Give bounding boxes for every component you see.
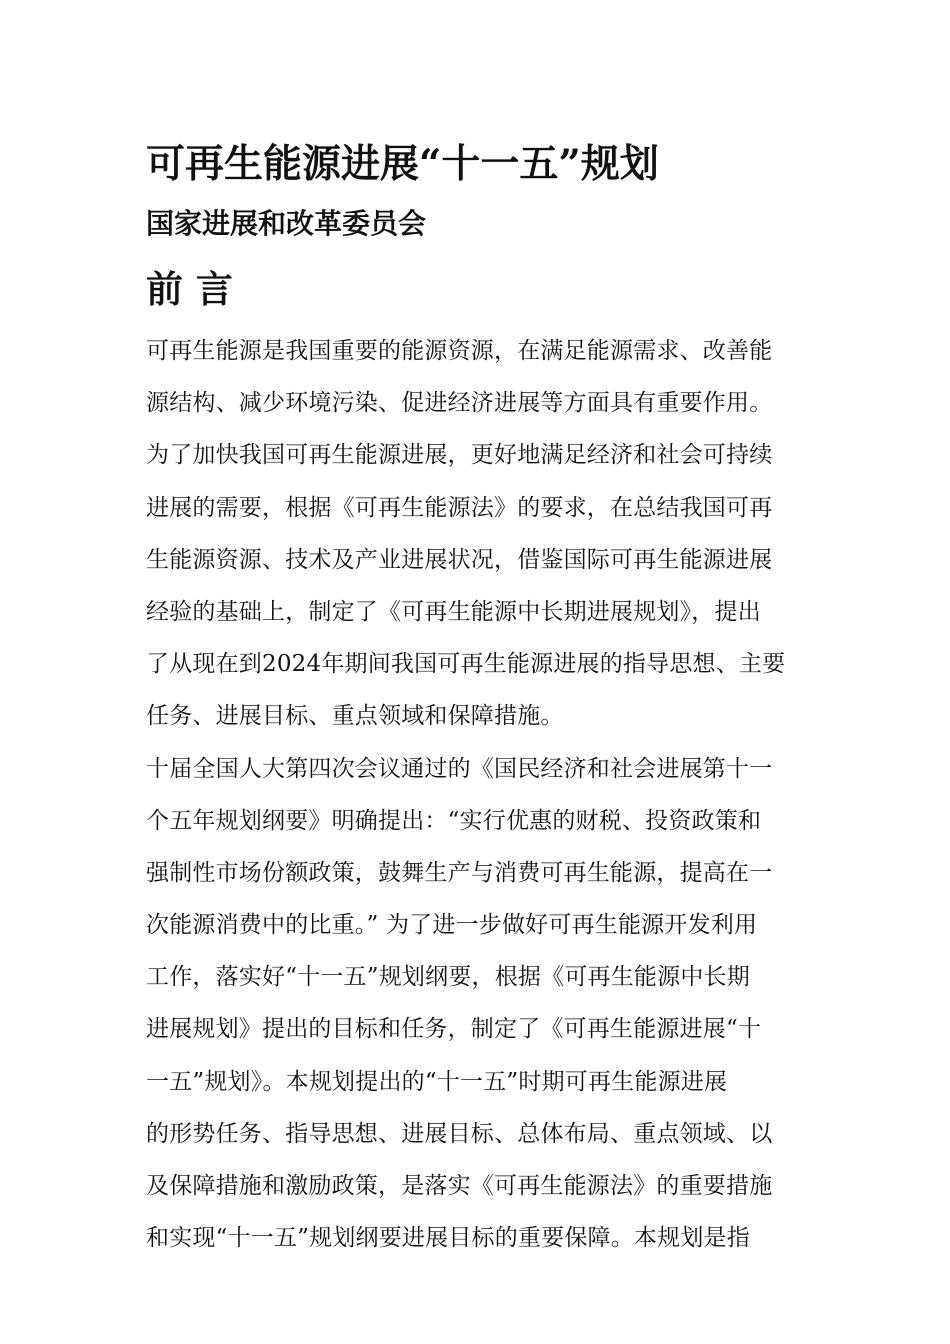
text-line: 任务、进展目标、重点领域和保障措施。 — [146, 703, 564, 730]
text-line: 为了加快我国可再生能源进展，更好地满足经济和社会可持续 — [146, 442, 773, 469]
text-line: 一五”规划》。本规划提出的“十一五”时期可再生能源进展 — [146, 1068, 728, 1095]
text-line: 次能源消费中的比重。” 为了进一步做好可再生能源开发利用 — [146, 912, 758, 939]
text-line: 和实现“十一五”规划纲要进展目标的重要保障。本规划是指 — [146, 1225, 750, 1252]
text-line: 可再生能源是我国重要的能源资源，在满足能源需求、改善能 — [146, 338, 773, 364]
body-text — [146, 332, 806, 1271]
text-line: 了从现在到2024年期间我国可再生能源进展的指导思想、主要 — [146, 651, 786, 678]
text-line: 源结构、减少环境污染、促进经济进展等方面具有重要作用。 — [146, 390, 773, 417]
text-line: 进展的需要，根据《可再生能源法》的要求，在总结我国可再 — [146, 494, 773, 521]
text-line: 强制性市场份额政策，鼓舞生产与消费可再生能源，提高在一 — [146, 859, 773, 886]
text-line: 进展规划》提出的目标和任务，制定了《可再生能源进展“十 — [146, 1016, 762, 1043]
text-line: 及保障措施和激励政策，是落实《可再生能源法》的重要措施 — [146, 1173, 773, 1199]
document-title: 可再生能源进展“十一五”规划 — [146, 141, 659, 187]
text-line: 十届全国人大第四次会议通过的《国民经济和社会进展第十一 — [146, 755, 773, 782]
text-line: 的形势任务、指导思想、进展目标、总体布局、重点领域、以 — [146, 1120, 773, 1147]
text-line: 个五年规划纲要》明确提出：“实行优惠的财税、投资政策和 — [146, 807, 762, 834]
text-line: 工作，落实好“十一五”规划纲要，根据《可再生能源中长期 — [146, 964, 750, 991]
document-subtitle: 国家进展和改革委员会 — [146, 207, 427, 240]
text-line: 生能源资源、技术及产业进展状况，借鉴国际可再生能源进展 — [146, 546, 773, 573]
section-heading-preface: 前 言 — [146, 267, 233, 311]
text-line: 经验的基础上，制定了《可再生能源中长期进展规划》，提出 — [146, 598, 761, 625]
